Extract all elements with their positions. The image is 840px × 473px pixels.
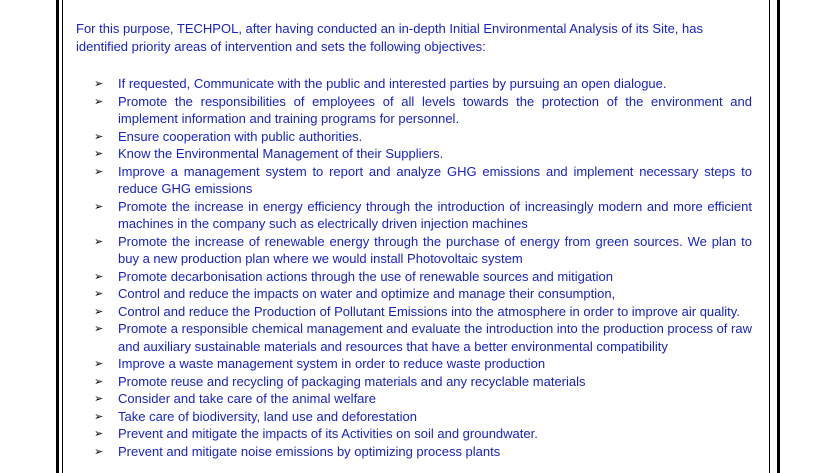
- arrow-bullet-icon: ➢: [94, 147, 104, 160]
- arrow-bullet-icon: ➢: [94, 269, 104, 283]
- objective-item: [94, 355, 752, 373]
- arrow-bullet-icon: ➢: [94, 199, 104, 213]
- objective-text: Prevent and mitigate noise emissions by optimizing process plants: [118, 443, 501, 459]
- objective-text: Take care of biodiversity, land use and deforestation: [118, 408, 417, 424]
- objective-item: [94, 75, 752, 93]
- objective-text: Ensure cooperation with public authorities.: [118, 128, 363, 144]
- objective-text: Promote the increase in energy efficiency through the introduction of increasingly modern and more efficient machines in the company such as electrically driven injection machines: [118, 198, 752, 231]
- arrow-bullet-icon: ➢: [94, 77, 104, 90]
- objective-text: Promote a responsible chemical management and evaluate the introduction into the production process of raw and auxiliary sustainable materials and resources that have a better environmental compatibility: [118, 321, 752, 354]
- intro-paragraph: For this purpose, TECHPOL, after having conducted an in-depth Initial Environmental Analysis of its Site, has identified priority areas of intervention and sets the following objectives:: [76, 21, 703, 54]
- arrow-bullet-icon: ➢: [94, 94, 104, 108]
- arrow-bullet-icon: ➢: [94, 234, 104, 248]
- objective-item: [94, 128, 752, 146]
- objective-text: Promote the responsibilities of employees of all levels towards the protection of the environment and implement information and training programs for personnel.: [118, 93, 752, 126]
- objective-item: [94, 425, 752, 443]
- objective-item: [94, 145, 752, 163]
- objective-item: [94, 373, 752, 391]
- objective-text: If requested, Communicate with the public and interested parties by pursuing an open dialogue.: [118, 76, 667, 91]
- policy-content: [72, 20, 752, 460]
- arrow-bullet-icon: ➢: [94, 322, 104, 335]
- objective-text: Know the Environmental Management of their Suppliers.: [118, 146, 444, 161]
- objective-text: Control and reduce the impacts on water and optimize and manage their consumption,: [118, 286, 616, 301]
- objective-item: [94, 285, 752, 303]
- objective-item: [94, 443, 752, 461]
- arrow-bullet-icon: ➢: [94, 374, 104, 388]
- objective-item: [94, 408, 752, 426]
- arrow-bullet-icon: ➢: [94, 164, 104, 178]
- arrow-bullet-icon: ➢: [94, 409, 104, 423]
- objective-item: [94, 233, 752, 268]
- objective-item: [94, 390, 752, 408]
- arrow-bullet-icon: ➢: [94, 129, 104, 143]
- objective-item: [94, 163, 752, 198]
- objective-text: Consider and take care of the animal welfare: [118, 391, 376, 406]
- arrow-bullet-icon: ➢: [94, 444, 104, 458]
- objective-item: [94, 198, 752, 233]
- arrow-bullet-icon: ➢: [94, 304, 104, 318]
- objective-item: [94, 320, 752, 355]
- objective-text: Promote decarbonisation actions through the use of renewable sources and mitigation: [118, 268, 614, 284]
- arrow-bullet-icon: ➢: [94, 392, 104, 405]
- objective-item: [94, 93, 752, 128]
- objective-item: [94, 303, 752, 321]
- arrow-bullet-icon: ➢: [94, 427, 104, 440]
- objective-text: Control and reduce the Production of Pollutant Emissions into the atmosphere in order to improve air quality.: [118, 303, 740, 319]
- arrow-bullet-icon: ➢: [94, 357, 104, 370]
- arrow-bullet-icon: ➢: [94, 287, 104, 300]
- objective-text: Promote reuse and recycling of packaging materials and any recyclable materials: [118, 373, 586, 389]
- objective-text: Promote the increase of renewable energy through the purchase of energy from green sources. We plan to buy a new production plan where we would install Photovoltaic system: [118, 233, 752, 266]
- objective-item: [94, 268, 752, 286]
- objectives-list: [72, 75, 752, 460]
- objective-text: Prevent and mitigate the impacts of its Activities on soil and groundwater.: [118, 426, 538, 441]
- objective-text: Improve a waste management system in order to reduce waste production: [118, 356, 546, 371]
- objective-text: Improve a management system to report and analyze GHG emissions and implement necessary steps to reduce GHG emissions: [118, 163, 752, 196]
